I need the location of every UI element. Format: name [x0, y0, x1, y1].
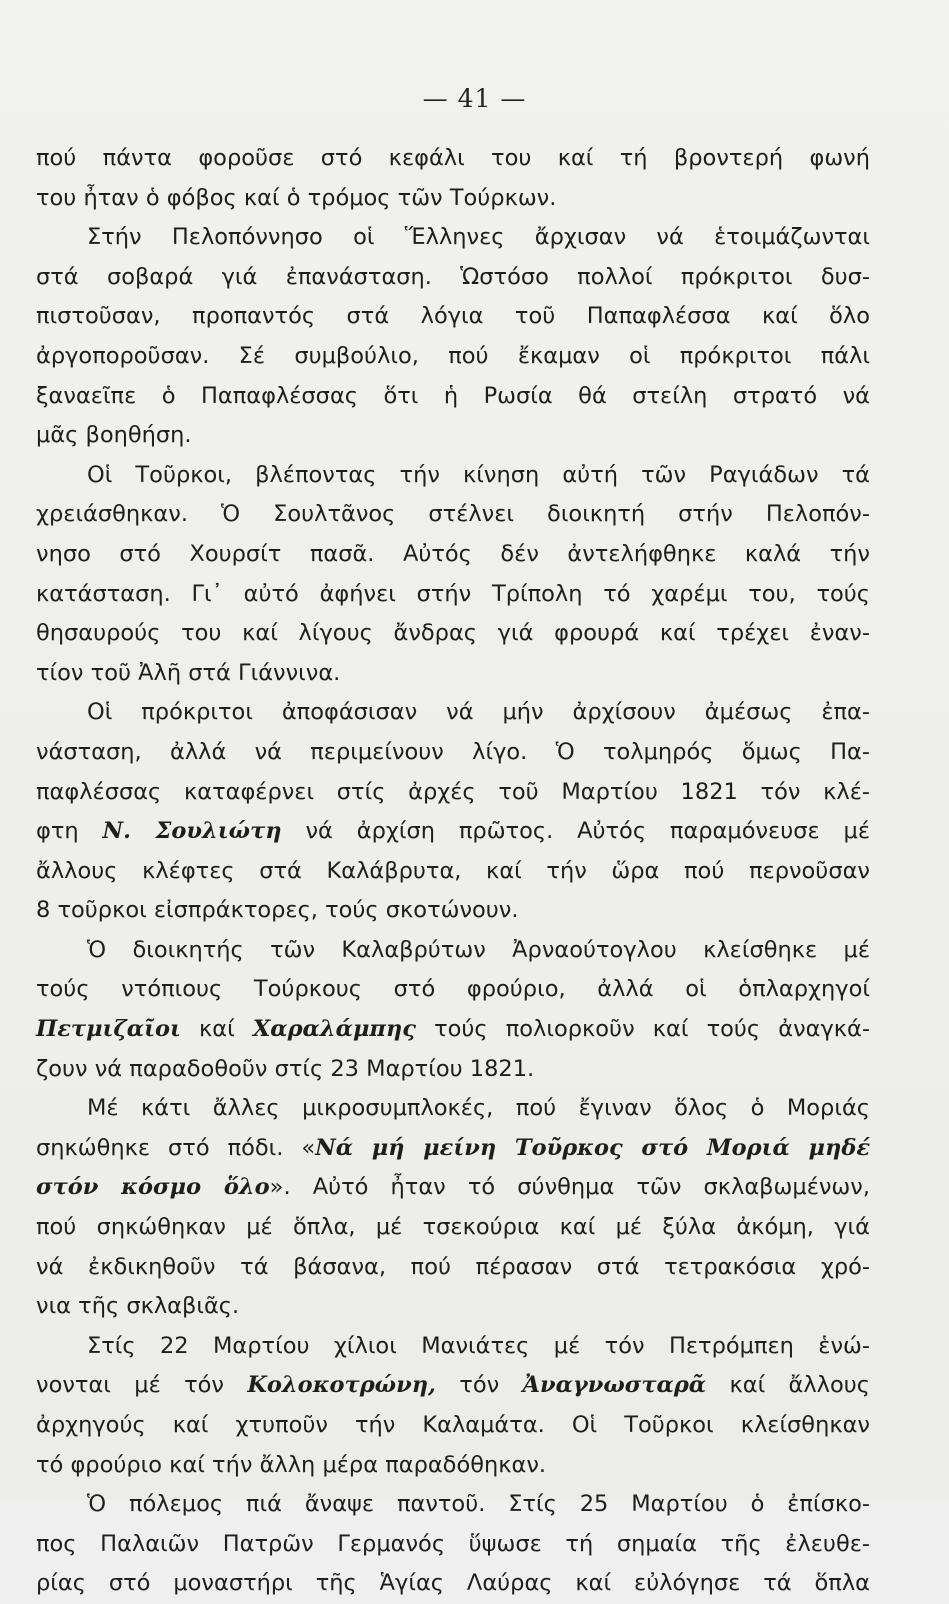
text-line: νά ἐκδικηθοῦν τά βάσανα, πού πέρασαν στά τετρακόσια χρό- [36, 1253, 870, 1280]
text-line: ζουν νά παραδοθοῦν στίς 23 Μαρτίου 1821. [36, 1055, 535, 1082]
text-line: Ὁ διοικητής τῶν Καλαβρύτων Ἀρναούτογλου κλείσθηκε μέ [87, 936, 870, 963]
emphasized-text: στόν κόσμο ὅλο [36, 1174, 270, 1201]
text-line: στά σοβαρά γιά ἐπανάσταση. Ὡστόσο πολλοί πρόκριτοι δυσ- [36, 263, 870, 290]
text-line: τίον τοῦ Ἀλῆ στά Γιάννινα. [36, 659, 341, 686]
text-line: φτη Ν. Σουλιώτη νά ἀρχίση πρῶτος. Αὐτός παραμόνευσε μέ [36, 818, 870, 845]
text-line: ξαναεῖπε ὁ Παπαφλέσσας ὅτι ἡ Ρωσία θά στείλη στρατό νά [36, 382, 870, 409]
text-line: ἀρχηγούς καί χτυποῦν τήν Καλαμάτα. Οἱ Τοῦρκοι κλείσθηκαν [36, 1412, 870, 1438]
text-line: ἀργοποροῦσαν. Σέ συμβούλιο, πού ἔκαμαν οἱ πρόκριτοι πάλι [36, 342, 870, 369]
text-line: κατάσταση. Γι᾿ αὐτό ἀφήνει στήν Τρίπολη τό χαρέμι του, τούς [36, 580, 870, 607]
emphasized-text: Χαραλάμπης [252, 1016, 416, 1043]
text-line: Πετμιζαῖοι καί Χαραλάμπης τούς πολιορκοῦν καί τούς ἀναγκά- [36, 1016, 870, 1043]
text-line: Μέ κάτι ἄλλες μικροσυμπλοκές, πού ἔγιναν ὅλος ὁ Μοριάς [87, 1095, 870, 1122]
text-line: στόν κόσμο ὅλο». Αὐτό ἦταν τό σύνθημα τῶν σκλαβωμένων, [36, 1174, 870, 1201]
emphasized-text: Ἀναγνωσταρᾶ [522, 1372, 707, 1399]
text-line: χρειάσθηκαν. Ὁ Σουλτᾶνος στέλνει διοικητή στήν Πελοπόν- [36, 501, 870, 528]
text-line: πού πάντα φοροῦσε στό κεφάλι του καί τή βροντερή φωνή [36, 145, 870, 171]
text-line: παφλέσσας καταφέρνει στίς ἀρχές τοῦ Μαρτίου 1821 τόν κλέ- [36, 778, 870, 805]
text-line: σηκώθηκε στό πόδι. «Νά μή μείνη Τοῦρκος στό Μοριά μηδέ [36, 1134, 871, 1161]
text-line: Στήν Πελοπόννησο οἱ Ἕλληνες ἄρχισαν νά ἑτοιμάζωνται [87, 224, 870, 251]
text-line: μᾶς βοηθήση. [36, 422, 192, 449]
emphasized-text: Πετμιζαῖοι [36, 1016, 181, 1043]
text-line: Οἱ Τοῦρκοι, βλέποντας τήν κίνηση αὐτή τῶν Ραγιάδων τά [87, 461, 870, 488]
text-line: νια τῆς σκλαβιᾶς. [36, 1293, 240, 1320]
page-number: — 41 — [422, 84, 527, 113]
text-line: ἄλλους κλέφτες στά Καλάβρυτα, καί τήν ὥρα πού περνοῦσαν [36, 857, 870, 884]
emphasized-text: Κολοκοτρώνη, [247, 1372, 436, 1399]
text-line: Ὁ πόλεμος πιά ἄναψε παντοῦ. Στίς 25 Μαρτίου ὁ ἐπίσκο- [87, 1491, 870, 1518]
text-line: νησο στό Χουρσίτ πασᾶ. Αὐτός δέν ἀντελήφθηκε καλά τήν [36, 540, 870, 567]
text-line: πος Παλαιῶν Πατρῶν Γερμανός ὕψωσε τή σημαία τῆς ἐλευθε- [36, 1530, 870, 1557]
text-line: τούς ντόπιους Τούρκους στό φρούριο, ἀλλά οἱ ὁπλαρχηγοί [36, 976, 870, 1003]
text-line: νονται μέ τόν Κολοκοτρώνη, τόν Ἀναγνωσταρᾶ καί ἄλλους [36, 1372, 870, 1399]
text-line: τό φρούριο καί τήν ἄλλη μέρα παραδόθηκαν. [36, 1451, 547, 1478]
text-line: νάσταση, ἀλλά νά περιμείνουν λίγο. Ὁ τολμηρός ὅμως Πα- [36, 738, 870, 765]
body-text [36, 139, 870, 1604]
emphasized-text: Ν. Σουλιώτη [102, 818, 282, 845]
text-line: θησαυρούς του καί λίγους ἄνδρας γιά φρουρά καί τρέχει ἐναν- [36, 620, 870, 647]
text-line: Στίς 22 Μαρτίου χίλιοι Μανιάτες μέ τόν Πετρόμπεη ἑνώ- [87, 1332, 870, 1359]
text-line: 8 τοῦρκοι εἰσπράκτορες, τούς σκοτώνουν. [36, 897, 519, 924]
emphasized-text: Νά μή μείνη Τοῦρκος στό Μοριά μηδέ [315, 1134, 871, 1161]
text-line: Οἱ πρόκριτοι ἀποφάσισαν νά μήν ἀρχίσουν ἀμέσως ἐπα- [87, 699, 870, 726]
text-line: πού σηκώθηκαν μέ ὅπλα, μέ τσεκούρια καί μέ ξύλα ἀκόμη, γιά [36, 1214, 870, 1241]
text-line: ρίας στό μοναστήρι τῆς Ἁγίας Λαύρας καί εὐλόγησε τά ὅπλα [36, 1570, 870, 1597]
text-line: πιστοῦσαν, προπαντός στά λόγια τοῦ Παπαφλέσσα καί ὅλο [36, 303, 870, 330]
text-line: του ἦταν ὁ φόβος καί ὁ τρόμος τῶν Τούρκων. [36, 184, 557, 211]
